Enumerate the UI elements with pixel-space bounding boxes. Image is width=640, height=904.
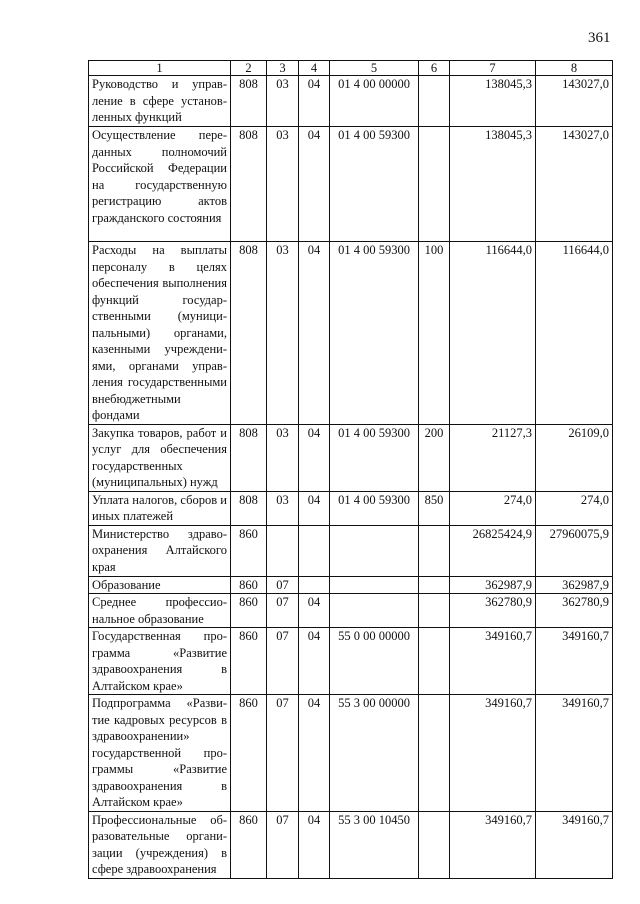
row-name: Закупка товаров, работ и услуг для обеспечения государственных (муниципальных) нужд xyxy=(89,424,231,491)
expense-type-code xyxy=(419,525,450,576)
column-header: 8 xyxy=(536,61,613,76)
column-header: 7 xyxy=(450,61,536,76)
admin-code: 860 xyxy=(231,695,267,812)
amount-year-2: 349160,7 xyxy=(536,628,613,695)
target-article-code xyxy=(330,525,419,576)
section-code: 07 xyxy=(267,695,299,812)
subsection-code: 04 xyxy=(299,76,330,127)
row-name: Осуществление переданных полномочий Российской Федерации на государственную регистрацию актов гражданского состояния xyxy=(89,127,231,242)
section-code: 07 xyxy=(267,576,299,594)
table-row xyxy=(89,695,613,812)
target-article-code xyxy=(330,576,419,594)
expense-type-code xyxy=(419,576,450,594)
target-article-code: 55 3 00 10450 xyxy=(330,811,419,878)
table-row xyxy=(89,576,613,594)
section-code: 03 xyxy=(267,127,299,242)
subsection-code xyxy=(299,576,330,594)
subsection-code: 04 xyxy=(299,695,330,812)
row-name: Министерство здравоохранения Алтайского края xyxy=(89,525,231,576)
amount-year-1: 26825424,9 xyxy=(450,525,536,576)
admin-code: 808 xyxy=(231,242,267,425)
table-row xyxy=(89,525,613,576)
subsection-code: 04 xyxy=(299,628,330,695)
subsection-code: 04 xyxy=(299,594,330,628)
table-row xyxy=(89,424,613,491)
target-article-code: 01 4 00 59300 xyxy=(330,424,419,491)
admin-code: 860 xyxy=(231,811,267,878)
target-article-code: 01 4 00 59300 xyxy=(330,242,419,425)
expense-type-code xyxy=(419,695,450,812)
table-header-row xyxy=(89,61,613,76)
table-row xyxy=(89,811,613,878)
amount-year-1: 138045,3 xyxy=(450,127,536,242)
amount-year-1: 349160,7 xyxy=(450,628,536,695)
target-article-code: 55 0 00 00000 xyxy=(330,628,419,695)
amount-year-1: 349160,7 xyxy=(450,811,536,878)
admin-code: 860 xyxy=(231,594,267,628)
expense-type-code: 100 xyxy=(419,242,450,425)
section-code: 03 xyxy=(267,242,299,425)
amount-year-2: 26109,0 xyxy=(536,424,613,491)
amount-year-2: 274,0 xyxy=(536,491,613,525)
section-code: 07 xyxy=(267,811,299,878)
amount-year-2: 116644,0 xyxy=(536,242,613,425)
amount-year-2: 349160,7 xyxy=(536,811,613,878)
admin-code: 808 xyxy=(231,424,267,491)
table-row xyxy=(89,127,613,242)
column-header: 5 xyxy=(330,61,419,76)
row-name: Государственная программа «Развитие здравоохранения в Алтайском крае» xyxy=(89,628,231,695)
admin-code: 808 xyxy=(231,76,267,127)
expense-type-code xyxy=(419,127,450,242)
budget-table xyxy=(88,60,613,879)
row-name: Среднее профессиональное образование xyxy=(89,594,231,628)
amount-year-2: 27960075,9 xyxy=(536,525,613,576)
admin-code: 808 xyxy=(231,491,267,525)
subsection-code: 04 xyxy=(299,242,330,425)
table-row xyxy=(89,242,613,425)
row-name: Расходы на выплаты персоналу в целях обеспечения выполнения функций государственными (муниципальными) органами, казенными учреждениями, органами управления государственными внебюджетными фондами xyxy=(89,242,231,425)
column-header: 2 xyxy=(231,61,267,76)
amount-year-2: 362780,9 xyxy=(536,594,613,628)
amount-year-1: 362780,9 xyxy=(450,594,536,628)
amount-year-2: 143027,0 xyxy=(536,76,613,127)
row-name: Профессиональные образовательные организации (учреждения) в сфере здравоохранения xyxy=(89,811,231,878)
expense-type-code xyxy=(419,628,450,695)
table-row xyxy=(89,491,613,525)
section-code xyxy=(267,525,299,576)
row-name: Уплата налогов, сборов и иных платежей xyxy=(89,491,231,525)
section-code: 03 xyxy=(267,424,299,491)
expense-type-code: 200 xyxy=(419,424,450,491)
admin-code: 808 xyxy=(231,127,267,242)
expense-type-code: 850 xyxy=(419,491,450,525)
amount-year-1: 349160,7 xyxy=(450,695,536,812)
amount-year-1: 138045,3 xyxy=(450,76,536,127)
section-code: 03 xyxy=(267,76,299,127)
admin-code: 860 xyxy=(231,576,267,594)
amount-year-1: 362987,9 xyxy=(450,576,536,594)
column-header: 1 xyxy=(89,61,231,76)
target-article-code: 55 3 00 00000 xyxy=(330,695,419,812)
target-article-code: 01 4 00 00000 xyxy=(330,76,419,127)
amount-year-2: 349160,7 xyxy=(536,695,613,812)
amount-year-2: 143027,0 xyxy=(536,127,613,242)
amount-year-1: 116644,0 xyxy=(450,242,536,425)
expense-type-code xyxy=(419,76,450,127)
section-code: 07 xyxy=(267,594,299,628)
admin-code: 860 xyxy=(231,525,267,576)
subsection-code: 04 xyxy=(299,811,330,878)
target-article-code: 01 4 00 59300 xyxy=(330,491,419,525)
table-row xyxy=(89,76,613,127)
amount-year-1: 21127,3 xyxy=(450,424,536,491)
column-header: 3 xyxy=(267,61,299,76)
section-code: 07 xyxy=(267,628,299,695)
section-code: 03 xyxy=(267,491,299,525)
expense-type-code xyxy=(419,594,450,628)
page-number: 361 xyxy=(588,30,611,46)
amount-year-1: 274,0 xyxy=(450,491,536,525)
subsection-code: 04 xyxy=(299,491,330,525)
expense-type-code xyxy=(419,811,450,878)
column-header: 6 xyxy=(419,61,450,76)
column-header: 4 xyxy=(299,61,330,76)
subsection-code: 04 xyxy=(299,424,330,491)
admin-code: 860 xyxy=(231,628,267,695)
subsection-code: 04 xyxy=(299,127,330,242)
row-name: Руководство и управление в сфере установленных функций xyxy=(89,76,231,127)
target-article-code xyxy=(330,594,419,628)
target-article-code: 01 4 00 59300 xyxy=(330,127,419,242)
table-row xyxy=(89,594,613,628)
amount-year-2: 362987,9 xyxy=(536,576,613,594)
table-row xyxy=(89,628,613,695)
row-name: Подпрограмма «Развитие кадровых ресурсов в здравоохранении» государственной программы «Развитие здравоохранения в Алтайском крае» xyxy=(89,695,231,812)
subsection-code xyxy=(299,525,330,576)
row-name: Образование xyxy=(89,576,231,594)
